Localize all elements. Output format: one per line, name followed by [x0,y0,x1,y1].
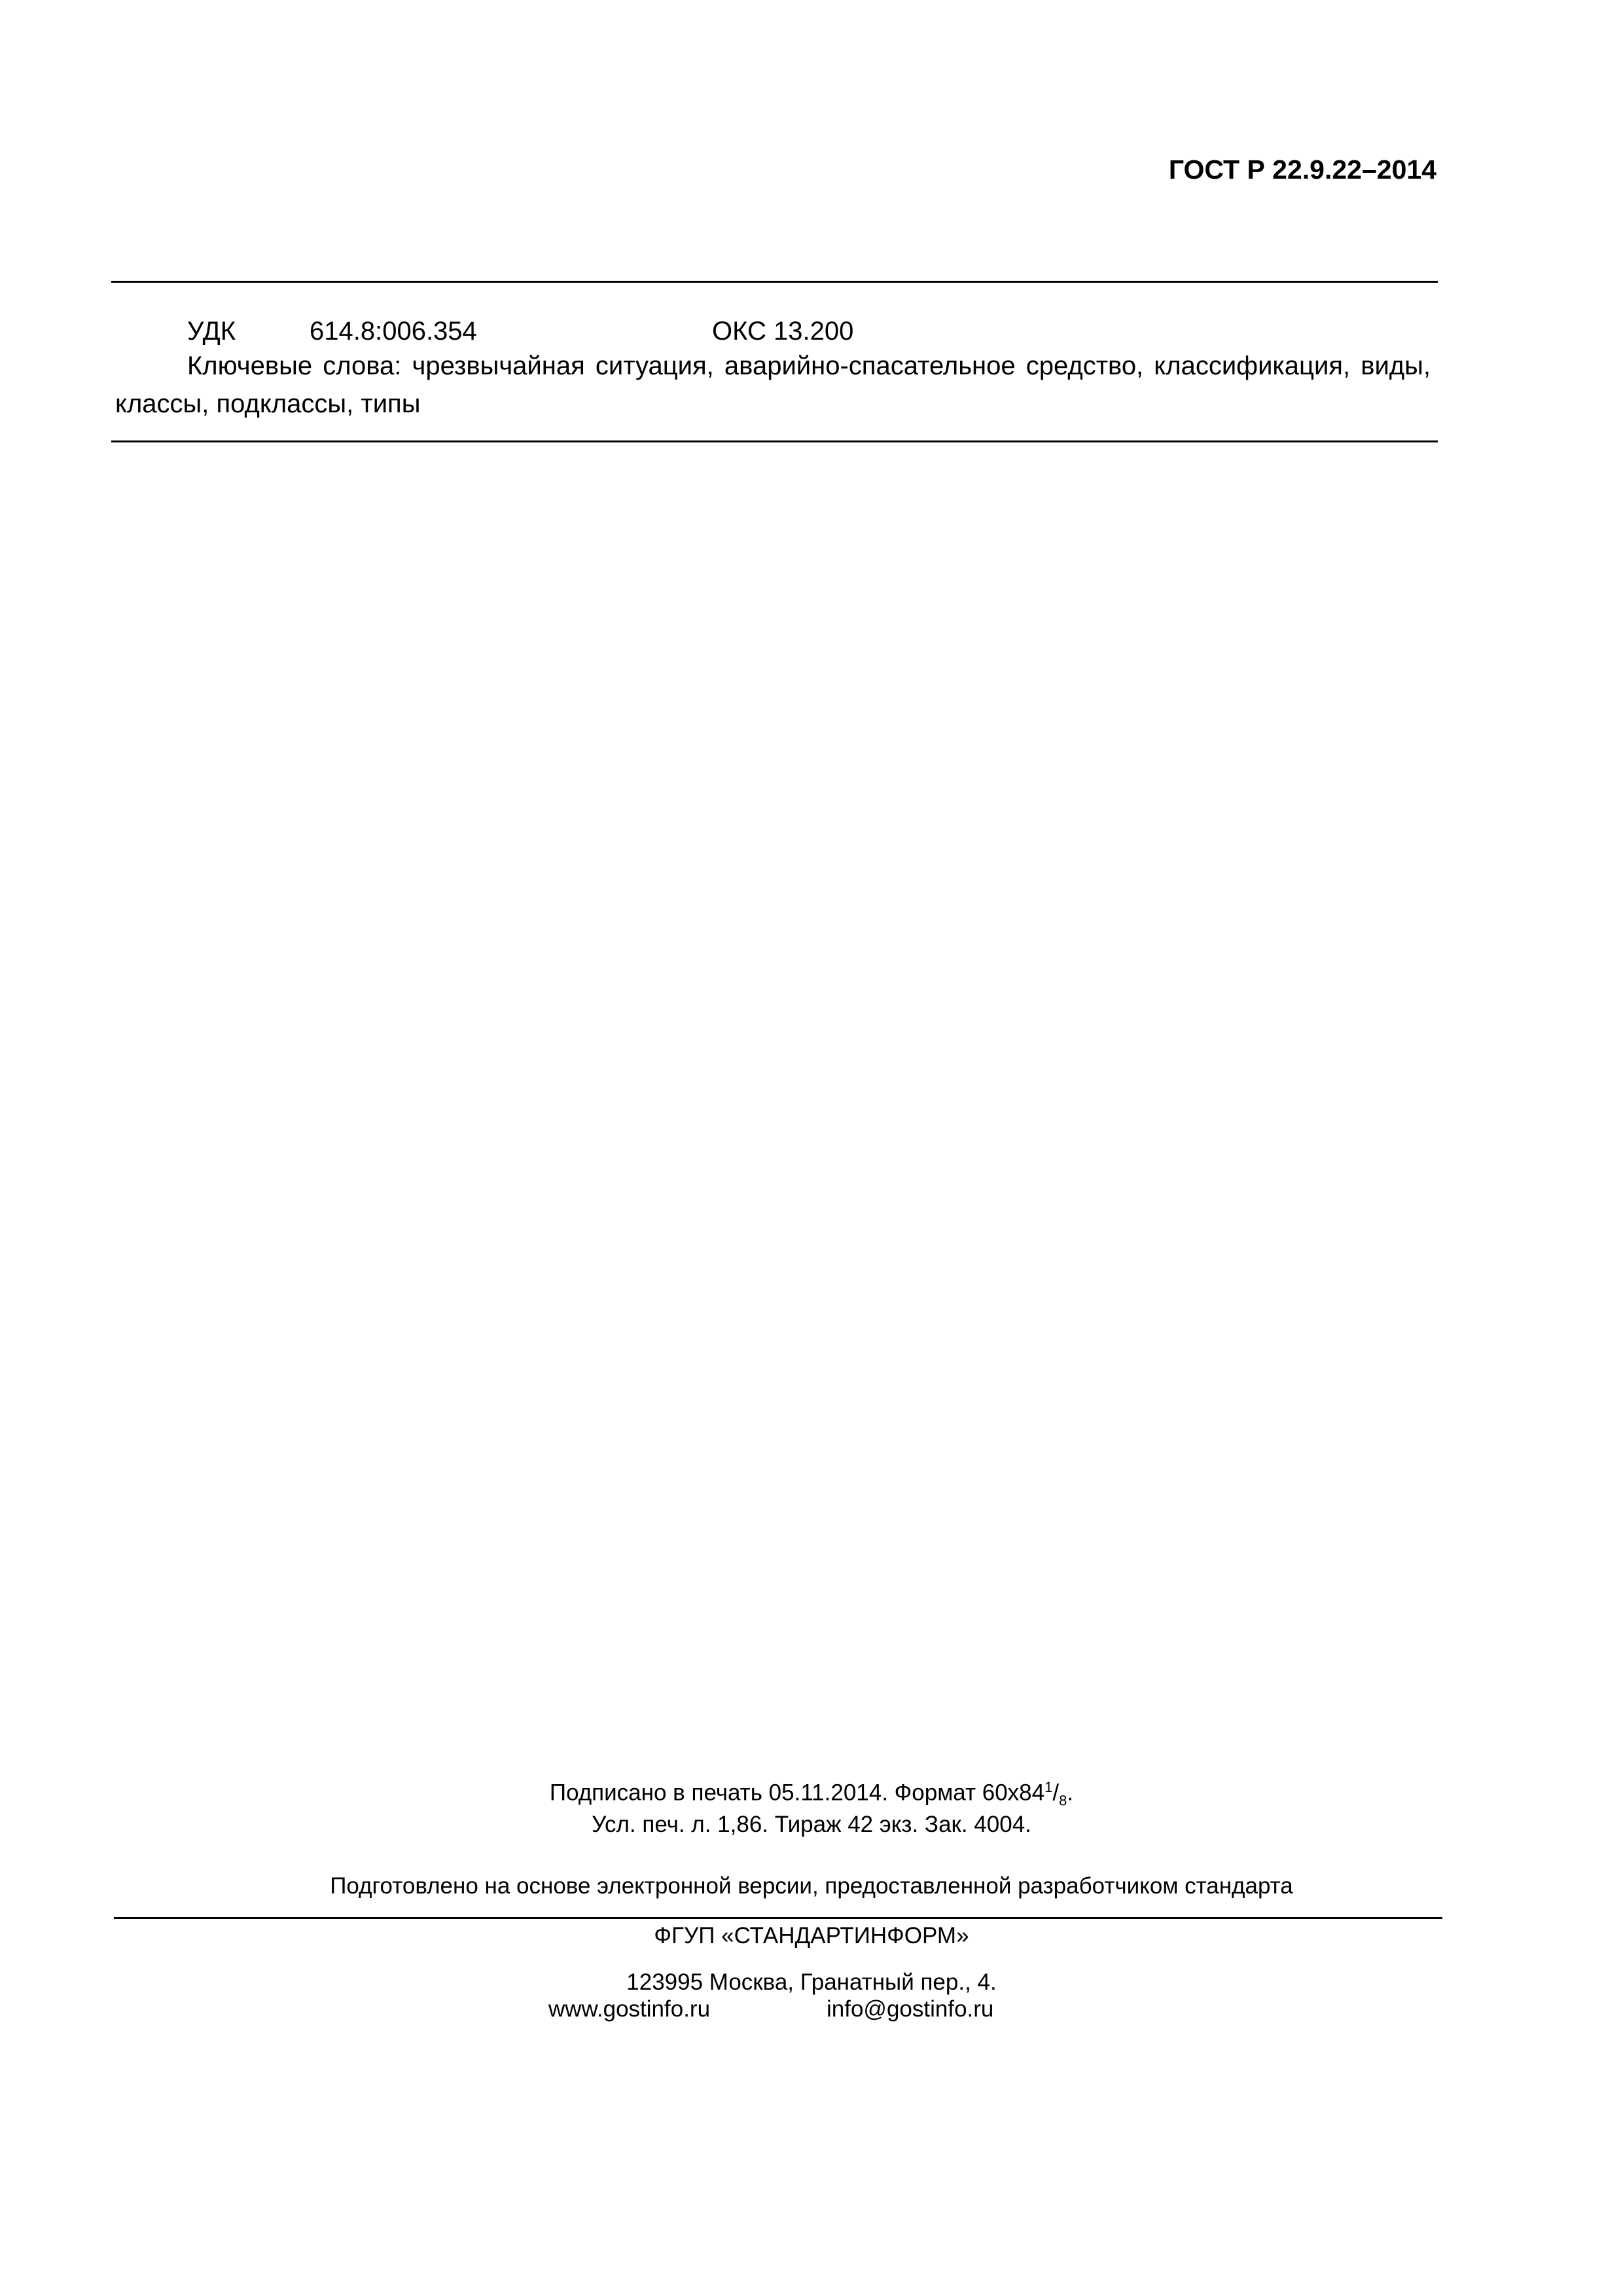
udk-label: УДК [187,317,236,346]
document-number: ГОСТ Р 22.9.22–2014 [1168,154,1436,185]
print-details: Усл. печ. л. 1,86. Тираж 42 экз. Зак. 4004. [592,1812,1031,1837]
keywords: Ключевые слова: чрезвычайная ситуация, аварийно-спасательное средство, классификация, виды, классы, подклассы, типы [115,351,1431,418]
format-dot: . [1067,1780,1074,1806]
format-denominator: 8 [1059,1792,1067,1809]
top-rule [111,281,1438,283]
keywords-rule [111,440,1438,442]
website-link[interactable]: www.gostinfo.ru [548,1996,711,2022]
email-link[interactable]: info@gostinfo.ru [827,1996,994,2022]
prepared-note: Подготовлено на основе электронной версии, предоставленной разработчиком стандарта [330,1873,1293,1899]
signed-for-print: Подписано в печать 05.11.2014. Формат $60x84^1/_8$. [549,1779,1074,1809]
signed-text: Подписано в печать 05.11.2014. Формат 60x84 [549,1780,1045,1806]
format-numerator: 1 [1044,1779,1053,1795]
publisher-name: ФГУП «СТАНДАРТИНФОРМ» [654,1923,969,1948]
publisher-address: 123995 Москва, Гранатный пер., 4. [626,1969,997,1995]
publisher-rule [114,1917,1442,1919]
udk-value: 614.8:006.354 [310,317,477,346]
oks-code: ОКС 13.200 [712,317,854,346]
